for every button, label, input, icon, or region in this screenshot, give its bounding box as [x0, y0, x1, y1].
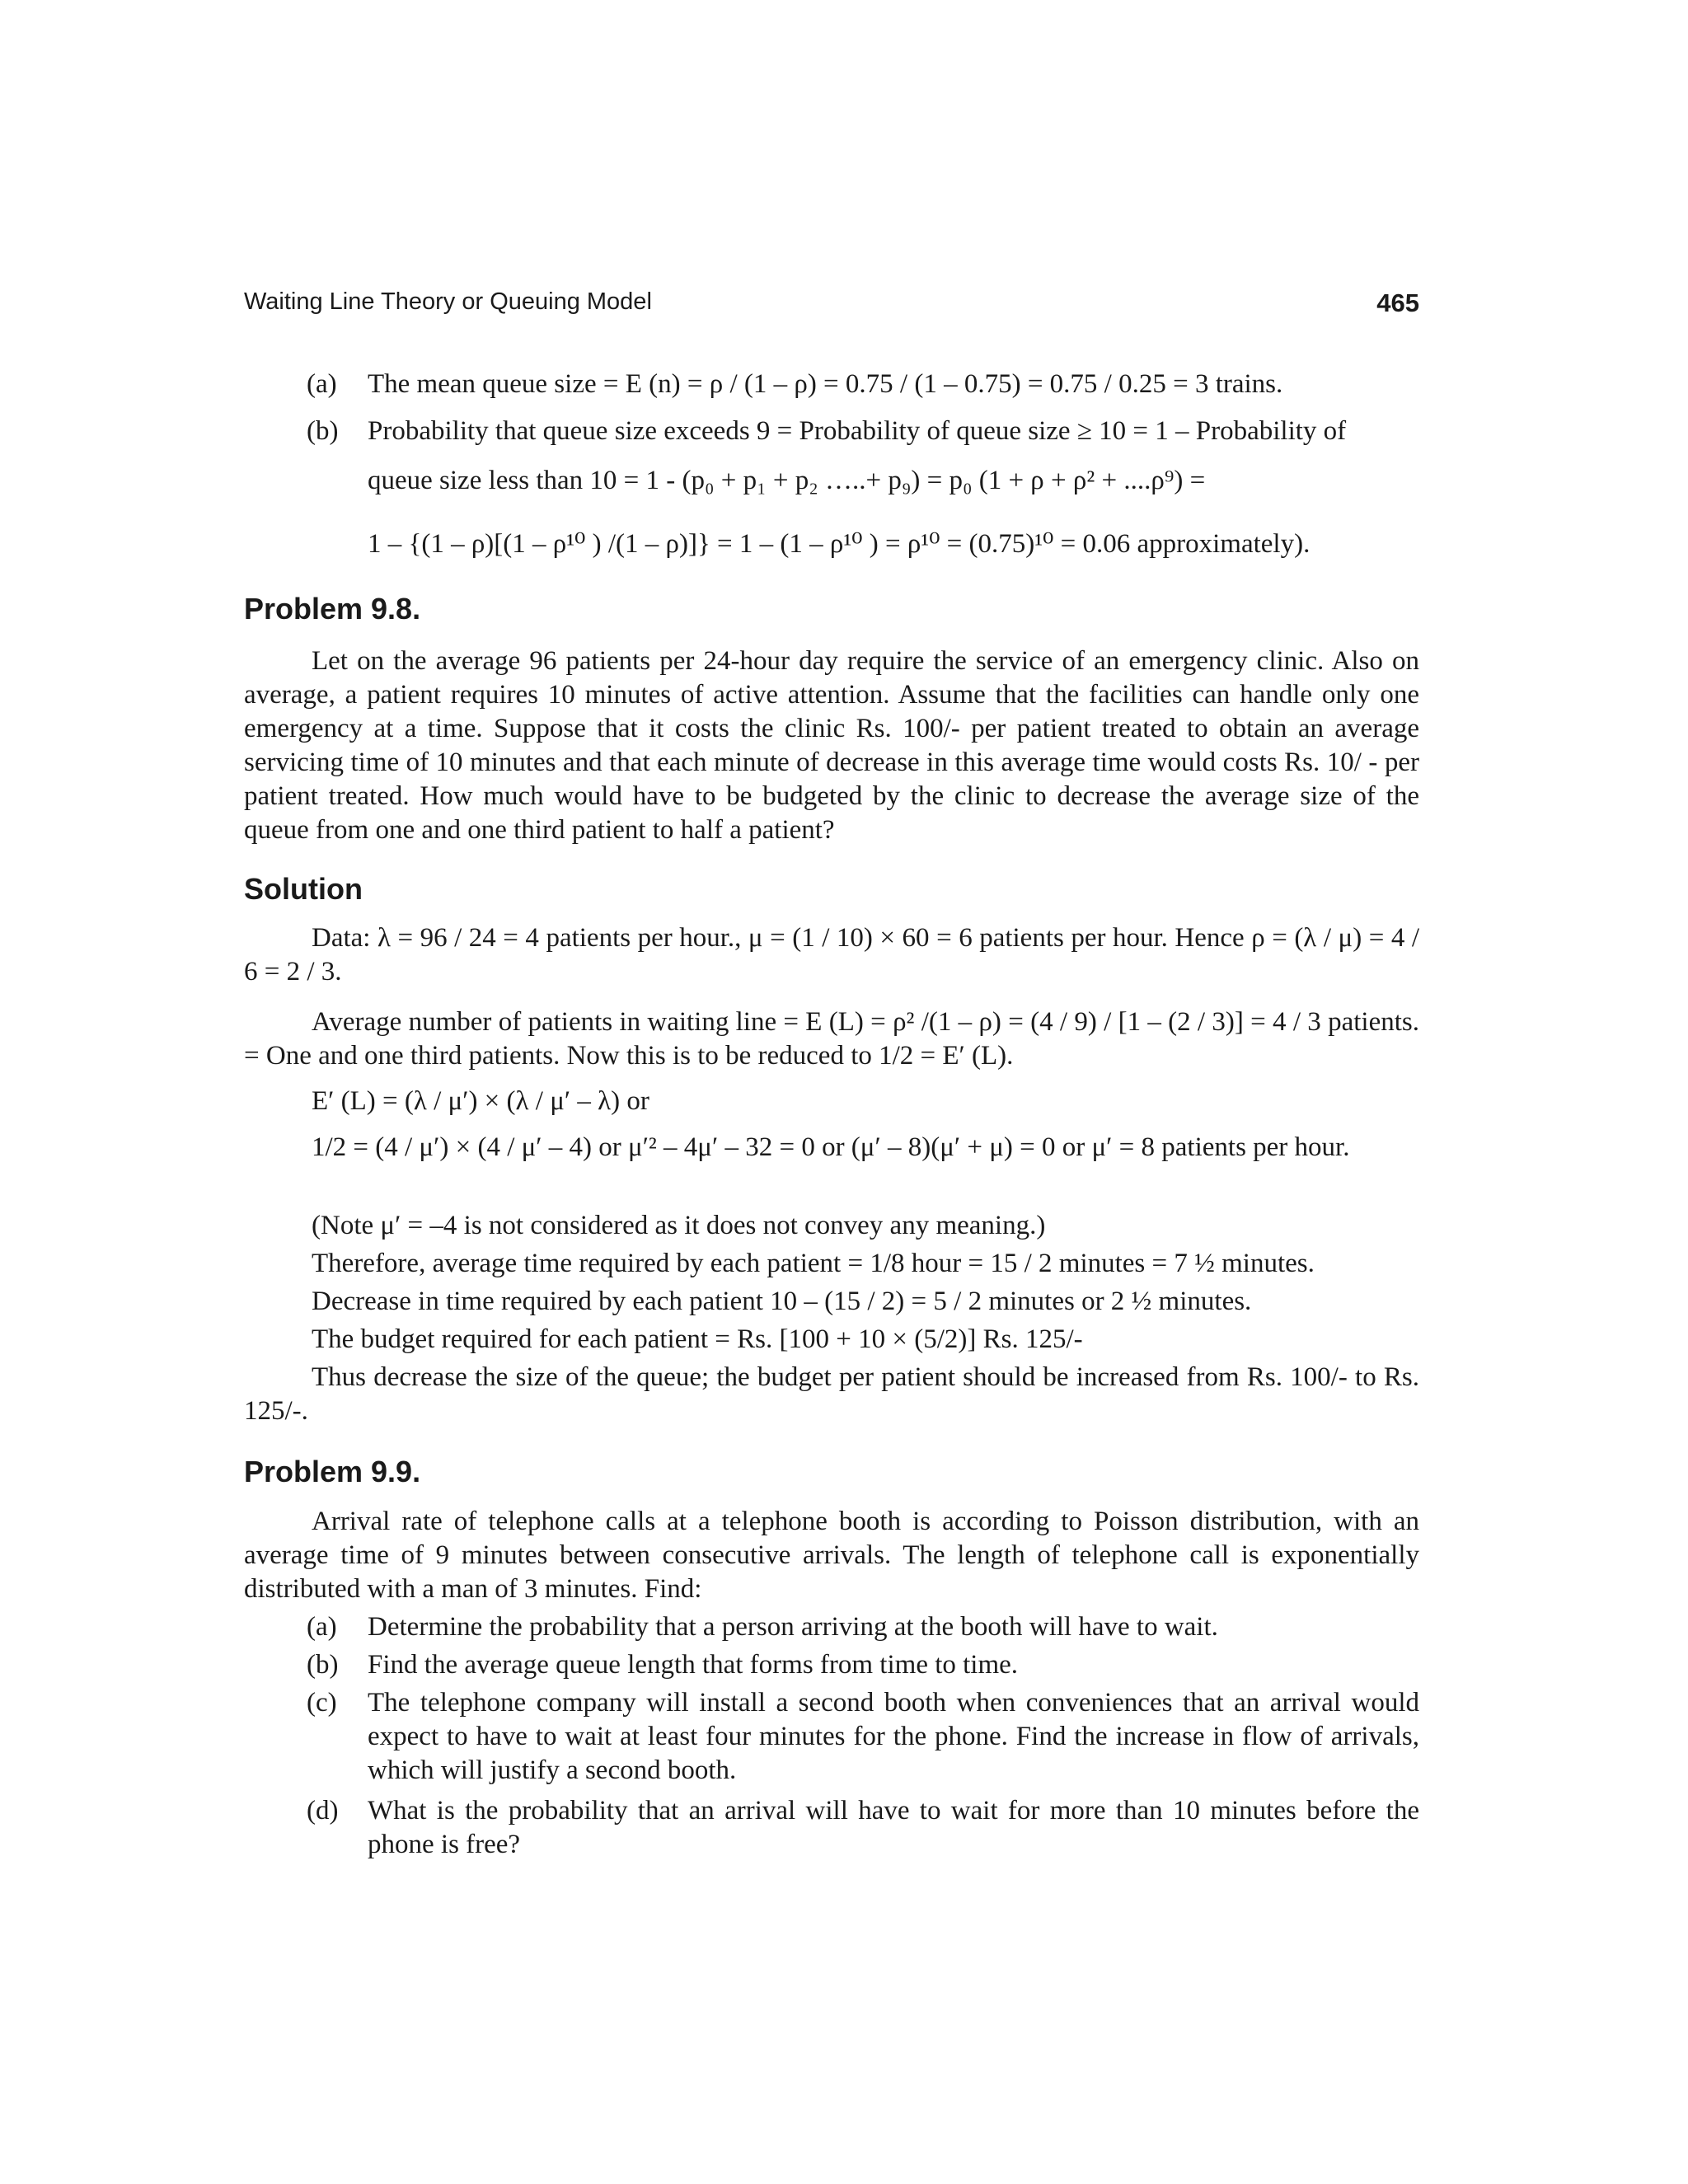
problem-heading: Problem 9.8. — [244, 592, 421, 626]
solution-half — [244, 1131, 1419, 1165]
equation-line: E′ (L) = (λ / μ′) × (λ / μ′ – λ) or — [312, 1086, 649, 1116]
item-label: (a) — [307, 1612, 337, 1642]
page-header — [244, 288, 1419, 325]
item-label: (c) — [307, 1688, 337, 1718]
item-text: What is the probability that an arrival will have to wait for more than 10 minutes before the phone is free? — [368, 1796, 1419, 1859]
solution-average — [244, 1005, 1419, 1073]
problem-body: Let on the average 96 patients per 24-hour day require the service of an emergency clinic. Also on average, a patient requires 10 minutes of active attention. Assume that the facilities can handle only one emergency at a time. Suppose that it costs the clinic Rs. 100/- per patient treated to obtain an average servicing time of 10 minutes and that each minute of decrease in this average time would costs Rs. 10/ - per patient treated. How much would have to be budgeted by the clinic to decrease the average size of the queue from one and one third patient to half a patient? — [244, 646, 1419, 845]
problem-heading: Problem 9.9. — [244, 1455, 421, 1488]
item-text: Find the average queue length that forms from time to time. — [368, 1650, 1019, 1680]
problem-body: Arrival rate of telephone calls at a telephone booth is according to Poisson distribution, with an average time of 9 minutes between consecutive arrivals. The length of telephone call is exponentially distributed with a man of 3 minutes. Find: — [244, 1507, 1419, 1604]
solution-conclusion — [244, 1361, 1419, 1428]
formula-line: 1 – {(1 – ρ)[(1 – ρ¹⁰ ) /(1 – ρ)]} = 1 – (1 – ρ¹⁰ ) = ρ¹⁰ = (0.75)¹⁰ = 0.06 approximately). — [368, 529, 1311, 559]
item-text: Determine the probability that a person arriving at the booth will have to wait. — [368, 1612, 1218, 1642]
item-label: (a) — [307, 369, 337, 399]
page-number: 465 — [1376, 288, 1419, 317]
running-title: Waiting Line Theory or Queuing Model — [244, 288, 652, 315]
item-text: The mean queue size = E (n) = ρ / (1 – ρ) = 0.75 / (1 – 0.75) = 0.75 / 0.25 = 3 trains. — [368, 369, 1283, 399]
solution-heading: Solution — [244, 872, 363, 906]
item-text: Probability that queue size exceeds 9 = Probability of queue size ≥ 10 = 1 – Probability of — [368, 416, 1347, 446]
item-label: (d) — [307, 1796, 339, 1825]
problem-text — [244, 1505, 1419, 1606]
problem-text — [244, 644, 1419, 847]
item-text: The telephone company will install a second booth when conveniences that an arrival would expect to have to wait at least four minutes for the phone. Find the increase in flow of arrivals, which will justify a second booth. — [368, 1688, 1419, 1785]
conclusion-text: Thus decrease the size of the queue; the budget per patient should be increased from Rs. 100/- to Rs. 125/-. — [244, 1362, 1419, 1426]
item-label: (b) — [307, 416, 339, 446]
solution-line: Decrease in time required by each patient 10 – (15 / 2) = 5 / 2 minutes or 2 ½ minutes. — [312, 1286, 1252, 1316]
data-text: Data: λ = 96 / 24 = 4 patients per hour., μ = (1 / 10) × 60 = 6 patients per hour. Hence ρ = (λ / μ) = 4 / 6 = 2 / 3. — [244, 923, 1419, 987]
solution-line: (Note μ′ = –4 is not considered as it does not convey any meaning.) — [312, 1211, 1046, 1240]
solution-data — [244, 921, 1419, 989]
average-text: Average number of patients in waiting line = E (L) = ρ² /(1 – ρ) = (4 / 9) / [1 – (2 / 3)] = 4 / 3 patients. = One and one third patients. Now this is to be reduced to 1/2 = E′ (L). — [244, 1007, 1419, 1071]
item-label: (b) — [307, 1650, 339, 1680]
half-text: 1/2 = (4 / μ′) × (4 / μ′ – 4) or μ′² – 4μ′ – 32 = 0 or (μ′ – 8)(μ′ + μ) = 0 or μ′ = 8 patients per hour. — [312, 1132, 1350, 1162]
solution-line: The budget required for each patient = Rs. [100 + 10 × (5/2)] Rs. 125/- — [312, 1324, 1083, 1354]
formula-line: queue size less than 10 = 1 - (p₀ + p₁ + p₂ …..+ p₉) = p₀ (1 + ρ + ρ² + ....ρ⁹) = — [368, 466, 1206, 495]
solution-line: Therefore, average time required by each patient = 1/8 hour = 15 / 2 minutes = 7 ½ minutes. — [312, 1249, 1315, 1278]
